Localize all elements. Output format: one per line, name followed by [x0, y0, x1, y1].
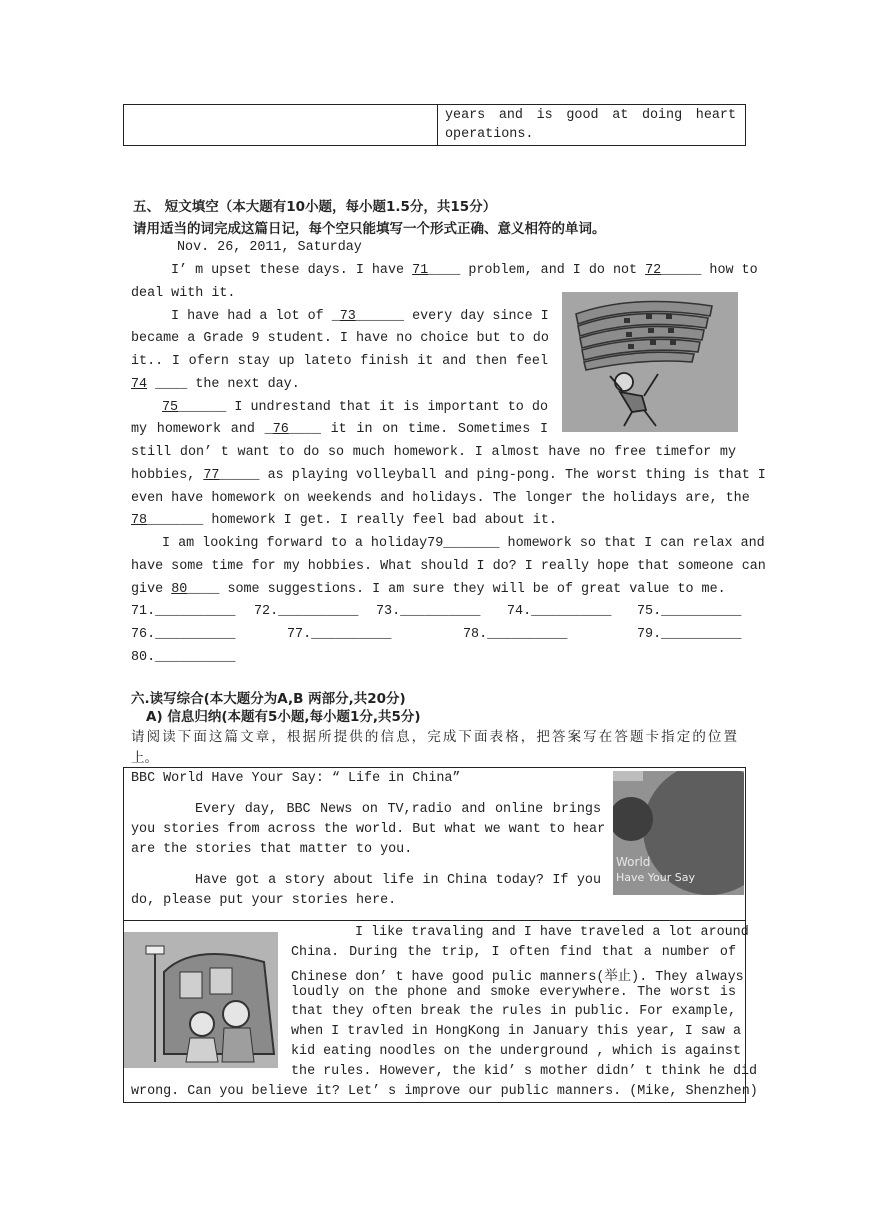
answer-80[interactable]: 80.__________ — [131, 650, 236, 665]
homework-illustration — [562, 292, 738, 432]
story-last-line: wrong. Can you believe it? Let’ s improve our public manners. (Mike, Shenzhen) — [131, 1084, 758, 1099]
top-table-cell-line2: operations. — [445, 127, 534, 142]
top-table-cell-line1: years and is good at doing heart — [445, 108, 736, 123]
story-line-6: when I travled in HongKong in January this year, I saw a — [291, 1024, 741, 1039]
blank-78: 78 — [131, 513, 148, 528]
diary-line-4: became a Grade 9 student. I have no choice but to do — [131, 331, 549, 346]
section6-instruction-line1: 请阅读下面这篇文章，根据所提供的信息，完成下面表格，把答案写在答题卡指定的位置 — [131, 729, 737, 745]
text: I’ m upset these days. I have — [171, 263, 413, 278]
section6-instruction-line2: 上。 — [131, 750, 158, 766]
blank-71: 71 — [412, 263, 429, 278]
bbc-have-your-say-logo — [613, 771, 744, 895]
answer-78[interactable]: 78.__________ — [463, 627, 568, 642]
blank-73: 73 — [339, 309, 356, 324]
text: _______ homework I get. I really feel bad about it. — [147, 513, 557, 528]
blank-72: 72 — [645, 263, 662, 278]
answer-76[interactable]: 76.__________ — [131, 627, 236, 642]
text: my homework and _ — [131, 422, 273, 437]
bbc-title: BBC World Have Your Say: “ Life in China” — [131, 771, 461, 786]
story-line-7: kid eating noodles on the underground , which is against — [291, 1044, 741, 1059]
diary-line-2: deal with it. — [131, 286, 236, 301]
bbc-p2-line2: do, please put your stories here. — [131, 893, 397, 908]
answer-79[interactable]: 79.__________ — [637, 627, 742, 642]
text: I have had a lot of _ — [171, 309, 340, 324]
section6-subheading: A) 信息归纳(本题有5小题,每小题1分,共5分) — [146, 709, 421, 725]
text: ______ every day since I — [355, 309, 549, 324]
diary-line-7 — [162, 400, 548, 415]
answer-73[interactable]: 73.__________ — [376, 604, 481, 619]
subway-train-icon — [124, 932, 278, 1068]
text: ____ problem, and I do not — [428, 263, 646, 278]
diary-line-10 — [131, 468, 766, 483]
blank-74: 74 — [131, 377, 148, 392]
answer-71[interactable]: 71.__________ — [131, 604, 236, 619]
top-table-divider — [437, 104, 438, 145]
blank-80: 80 — [171, 582, 188, 597]
answer-72[interactable]: 72.__________ — [254, 604, 359, 619]
logo-text-world: World — [616, 855, 651, 869]
diary-line-12 — [131, 513, 557, 528]
diary-line-8 — [131, 422, 548, 437]
diary-line-11: even have homework on weekends and holidays. The longer the holidays are, the — [131, 491, 750, 506]
text: ______ I undrestand that it is important to do — [178, 400, 548, 415]
story-line-4: loudly on the phone and smoke everywhere. The worst is — [291, 985, 736, 1000]
logo-text-have-your-say: Have Your Say — [616, 871, 695, 884]
text: give — [131, 582, 172, 597]
blank-77: 77 — [203, 468, 220, 483]
blank-76: 76 — [272, 422, 289, 437]
bbc-p2-line1: Have got a story about life in China today? If you — [195, 873, 601, 888]
section6-heading: 六.读写综合(本大题分为A,B 两部分,共20分) — [131, 691, 406, 707]
story-line-2: China. During the trip, I often find that a number of — [291, 945, 736, 960]
diary-line-13: I am looking forward to a holiday79_______ homework so that I can relax and — [162, 536, 765, 551]
diary-line-9: still don’ t want to do so much homework. I almost have no free timefor my — [131, 445, 736, 460]
bbc-p1-line3: are the stories that matter to you. — [131, 842, 413, 857]
answer-74[interactable]: 74.__________ — [507, 604, 612, 619]
text: ____ some suggestions. I am sure they will be of great value to me. — [187, 582, 726, 597]
section5-instruction: 请用适当的词完成这篇日记，每个空只能填写一个形式正确、意义相符的单词。 — [133, 221, 606, 237]
text: ____ it in on time. Sometimes I — [288, 422, 549, 437]
blank-75: 75 — [162, 400, 179, 415]
story-line-3: Chinese don’ t have good pulic manners(举止). They always — [291, 970, 744, 985]
text: ____ the next day. — [147, 377, 300, 392]
answer-77[interactable]: 77.__________ — [287, 627, 392, 642]
story-line-1: I like travaling and I have traveled a lot around — [355, 925, 749, 940]
student-with-books-icon — [562, 292, 738, 432]
bbc-p1-line1: Every day, BBC News on TV,radio and online brings — [195, 802, 601, 817]
diary-line-5: it.. I ofern stay up lateto finish it and then feel — [131, 354, 548, 369]
text: _____ how to — [661, 263, 758, 278]
diary-line-6 — [131, 377, 300, 392]
text: _____ as playing volleyball and ping-pong. The worst thing is that I — [219, 468, 766, 483]
diary-line-1 — [171, 263, 758, 278]
answer-75[interactable]: 75.__________ — [637, 604, 742, 619]
diary-date: Nov. 26, 2011, Saturday — [177, 240, 362, 255]
diary-line-15 — [131, 582, 726, 597]
story-line-8: the rules. However, the kid’ s mother didn’ t think he did — [291, 1064, 758, 1079]
diary-line-3 — [171, 309, 548, 324]
section5-heading: 五、 短文填空（本大题有10小题，每小题1.5分，共15分） — [133, 199, 497, 215]
bbc-p1-line2: you stories from across the world. But what we want to hear — [131, 822, 606, 837]
diary-line-14: have some time for my hobbies. What should I do? I really hope that someone can — [131, 559, 766, 574]
text: hobbies, — [131, 468, 204, 483]
story-line-5: that they often break the rules in public. For example, — [291, 1004, 736, 1019]
underground-illustration — [124, 932, 278, 1068]
